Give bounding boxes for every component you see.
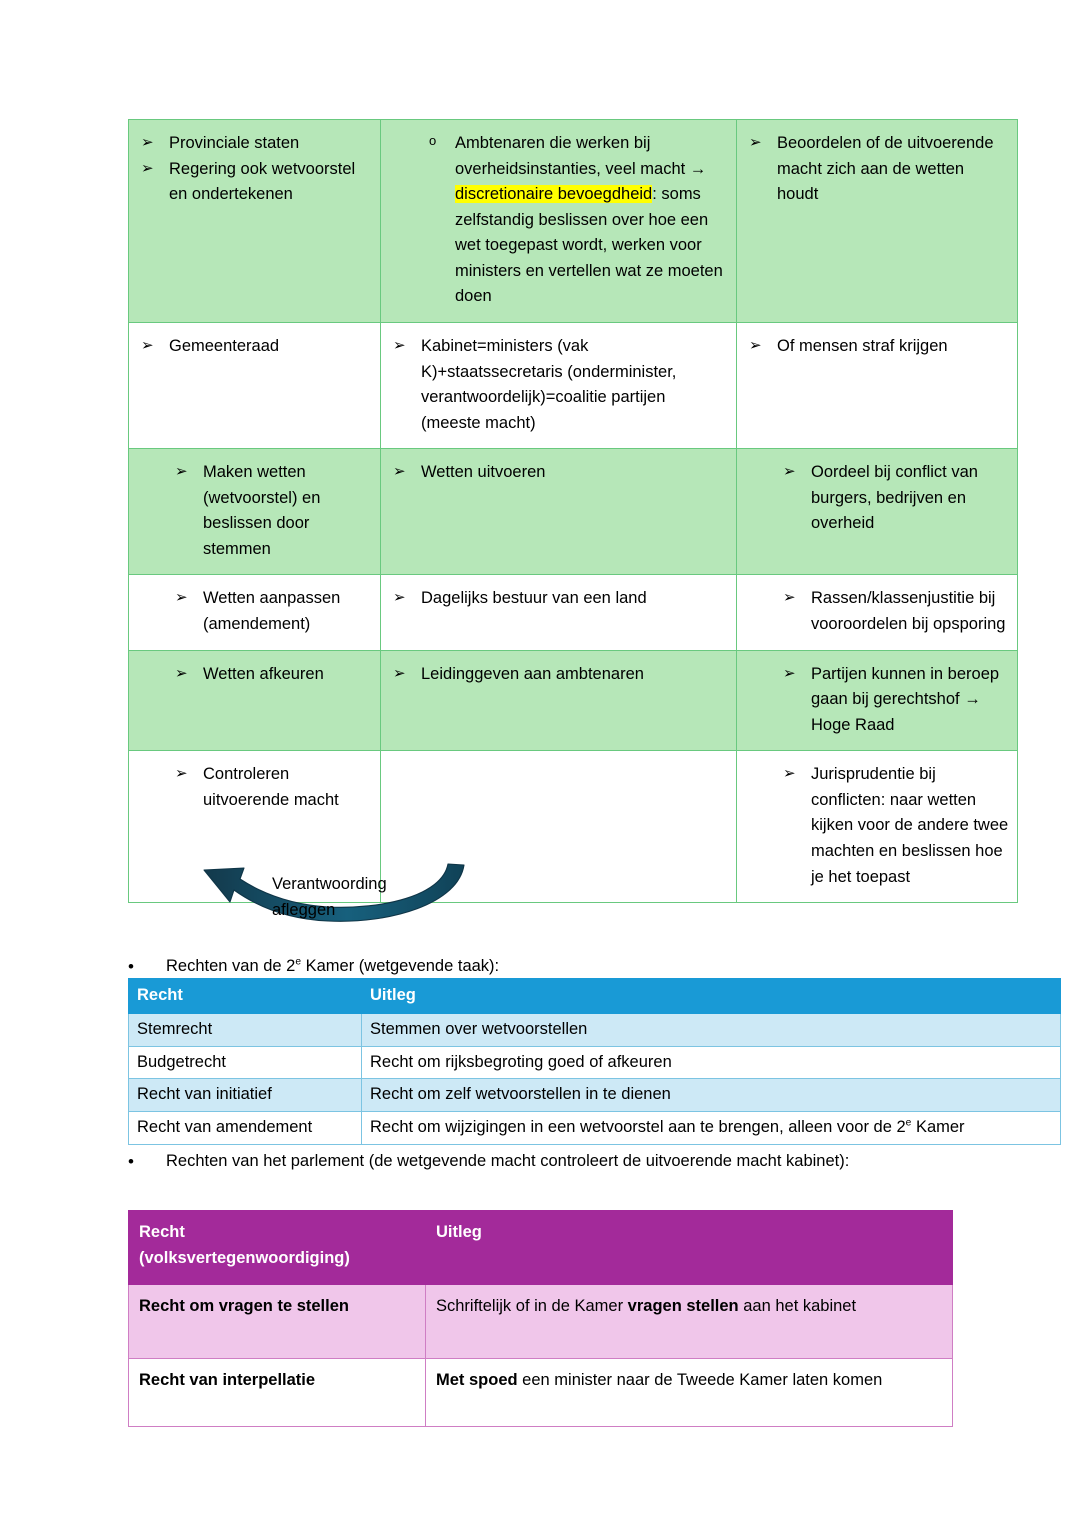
highlighted-term: discretionaire bevoegdheid xyxy=(455,185,653,204)
list-item-text: Regering ook wetvoorstel en ondertekenen xyxy=(169,159,356,204)
text-before-highlight: Ambtenaren die werken bij overheidsinstanties, veel macht → xyxy=(455,134,707,178)
cell-text-bold: Met spoed xyxy=(436,1371,518,1389)
list-item xyxy=(141,131,372,157)
cell-rechterlijk-4 xyxy=(737,575,1018,650)
table-row xyxy=(129,1359,953,1427)
superscript-e: e xyxy=(295,956,302,968)
bullet-rechten-parlement xyxy=(128,1148,918,1176)
bullet-dot-icon: • xyxy=(128,1152,134,1171)
list-item-text: Kabinet=ministers (vak K)+staatssecretaris (onderminister, verantwoordelijk)=coalitie partijen (meeste macht) xyxy=(421,336,677,432)
list-item xyxy=(175,460,372,562)
text-after-highlight: : soms zelfstandig beslissen over hoe een wet toegepast wordt, werken voor ministers en vertellen wat ze moeten doen xyxy=(455,185,723,306)
list-item-text: Provinciale staten xyxy=(169,134,300,152)
list-item xyxy=(783,460,1009,537)
table-header-row xyxy=(129,979,1061,1014)
list-item-text: Controleren uitvoerende macht xyxy=(203,765,339,809)
bullet-rechten-2e-kamer xyxy=(128,953,928,981)
arrow-bullet-icon: ➢ xyxy=(393,463,406,481)
list-item xyxy=(141,334,372,360)
bullet-text xyxy=(166,953,928,980)
cell-rechterlijk-6 xyxy=(737,751,1018,903)
cell-rechterlijk-1 xyxy=(737,120,1018,323)
column-header-uitleg: Uitleg xyxy=(426,1211,953,1285)
cell-text-after: Kamer xyxy=(911,1118,965,1136)
blue-table-head xyxy=(129,979,1061,1014)
arrow-bullet-icon: ➢ xyxy=(393,589,406,607)
machten-table-body xyxy=(129,120,1018,903)
cell-uitvoerend-4 xyxy=(381,575,737,650)
cell-recht: Budgetrecht xyxy=(129,1046,362,1079)
arrow-bullet-icon: ➢ xyxy=(175,765,188,783)
column-header-recht xyxy=(129,1211,426,1285)
cell-text-after: aan het kabinet xyxy=(738,1297,857,1315)
list-item xyxy=(749,334,1009,360)
cell-rechterlijk-3 xyxy=(737,449,1018,575)
superscript-e: e xyxy=(905,1117,912,1129)
table-row xyxy=(129,575,1018,650)
cell-wetgevend-2 xyxy=(129,322,381,448)
cell-uitleg xyxy=(362,1112,1061,1145)
list-item xyxy=(175,762,372,813)
list-item xyxy=(393,334,728,436)
list-item-text: Rassen/klassenjustitie bij vooroordelen bij opsporing xyxy=(811,589,1006,633)
column-header-recht: Recht xyxy=(129,979,362,1014)
bullet-text-before: Rechten van de 2 xyxy=(166,957,296,975)
list-item-text: Jurisprudentie bij conflicten: naar wetten kijken voor de andere twee machten en beslissen hoe je het toepast xyxy=(811,765,1009,886)
arrow-bullet-icon: ➢ xyxy=(393,336,406,354)
cell-text-before: Recht om wijzigingen in een wetvoorstel aan te brengen, alleen voor de 2 xyxy=(370,1118,906,1136)
list-item-text: Of mensen straf krijgen xyxy=(777,336,948,355)
arrow-bullet-icon: ➢ xyxy=(141,336,154,354)
table-row xyxy=(129,1079,1061,1112)
table-row xyxy=(129,1285,953,1359)
arrow-bullet-icon: ➢ xyxy=(175,589,188,607)
machten-table xyxy=(128,119,1018,903)
cell-uitleg: Recht om rijksbegroting goed of afkeuren xyxy=(362,1046,1061,1079)
verantwoording-label-line2: afleggen xyxy=(272,900,336,919)
list-item xyxy=(783,586,1009,637)
list-item-text: Wetten afkeuren xyxy=(203,664,324,683)
bullet-text-after: Kamer (wetgevende taak): xyxy=(301,957,500,975)
list-item xyxy=(783,662,1009,739)
table-row xyxy=(129,322,1018,448)
verantwoording-label xyxy=(272,872,422,923)
arrow-bullet-icon: ➢ xyxy=(783,664,796,682)
cell-uitleg xyxy=(426,1359,953,1427)
cell-uitvoerend-2 xyxy=(381,322,737,448)
arrow-bullet-icon: ➢ xyxy=(749,336,762,354)
arrow-bullet-icon: ➢ xyxy=(175,664,188,682)
table-row xyxy=(129,1046,1061,1079)
arrow-bullet-icon: ➢ xyxy=(783,765,796,783)
table-header-row xyxy=(129,1211,953,1285)
list-item-text: Partijen kunnen in beroep gaan bij gerechtshof → Hoge Raad xyxy=(811,664,1000,734)
list-item-text: Oordeel bij conflict van burgers, bedrijven en overheid xyxy=(811,463,978,533)
arrow-bullet-icon: ➢ xyxy=(749,134,762,151)
cell-text-before: Schriftelijk of in de Kamer xyxy=(436,1297,628,1315)
rechten-2e-kamer-table xyxy=(128,978,1061,1145)
cell-uitvoerend-3 xyxy=(381,449,737,575)
cell-recht: Recht van initiatief xyxy=(129,1079,362,1112)
cell-recht: Recht van amendement xyxy=(129,1112,362,1145)
list-item-text xyxy=(455,131,728,310)
list-item xyxy=(393,662,728,688)
list-item xyxy=(783,762,1009,890)
cell-recht: Stemrecht xyxy=(129,1013,362,1046)
list-item xyxy=(141,157,372,208)
cell-text-bold: vragen stellen xyxy=(627,1297,739,1315)
table-row xyxy=(129,1112,1061,1145)
cell-recht: Recht om vragen te stellen xyxy=(129,1285,426,1359)
list-item xyxy=(175,662,372,688)
purple-table-body xyxy=(129,1285,953,1427)
arrow-bullet-icon: ➢ xyxy=(393,664,406,682)
arrow-bullet-icon: ➢ xyxy=(141,159,154,177)
bullet-dot-icon: • xyxy=(128,957,134,976)
cell-wetgevend-3 xyxy=(129,449,381,575)
purple-table-head xyxy=(129,1211,953,1285)
list-item-text: Gemeenteraad xyxy=(169,336,280,355)
column-header-recht-line1: Recht xyxy=(139,1223,185,1241)
cell-rechterlijk-2 xyxy=(737,322,1018,448)
list-item-text: Wetten aanpassen (amendement) xyxy=(203,589,341,633)
cell-uitvoerend-5 xyxy=(381,650,737,751)
cell-rechterlijk-5 xyxy=(737,650,1018,751)
list-item xyxy=(175,586,372,637)
column-header-recht-line2: (volksvertegenwoordiging) xyxy=(139,1249,350,1268)
cell-wetgevend-1 xyxy=(129,120,381,323)
table-row xyxy=(129,1013,1061,1046)
list-item-text: Dagelijks bestuur van een land xyxy=(421,589,647,608)
cell-uitvoerend-1 xyxy=(381,120,737,323)
arrow-bullet-icon: ➢ xyxy=(783,463,796,481)
bullet-text: Rechten van het parlement (de wetgevende macht controleert de uitvoerende macht kabinet): xyxy=(166,1152,850,1170)
table-row xyxy=(129,650,1018,751)
cell-uitleg: Stemmen over wetvoorstellen xyxy=(362,1013,1061,1046)
cell-text-after: een minister naar de Tweede Kamer laten komen xyxy=(517,1371,883,1389)
rechten-parlement-table xyxy=(128,1210,953,1427)
list-item xyxy=(393,586,728,612)
arrow-bullet-icon: ➢ xyxy=(141,134,154,151)
table-row xyxy=(129,120,1018,323)
arrow-bullet-icon: ➢ xyxy=(175,463,188,481)
list-item-text: Maken wetten (wetvoorstel) en beslissen door stemmen xyxy=(203,463,321,558)
cell-recht: Recht van interpellatie xyxy=(129,1359,426,1427)
list-item-text: Leidinggeven aan ambtenaren xyxy=(421,664,644,683)
list-item-text: Beoordelen of de uitvoerende macht zich aan de wetten houdt xyxy=(777,134,994,204)
list-item-text: Wetten uitvoeren xyxy=(421,463,546,482)
blue-table-body xyxy=(129,1013,1061,1144)
circle-bullet-icon: o xyxy=(429,133,437,148)
list-item xyxy=(749,131,1009,208)
cell-uitleg xyxy=(426,1285,953,1359)
verantwoording-label-line1: Verantwoording xyxy=(272,875,387,893)
list-item xyxy=(427,131,728,310)
column-header-uitleg: Uitleg xyxy=(362,979,1061,1014)
list-item xyxy=(393,460,728,486)
table-row xyxy=(129,449,1018,575)
cell-uitleg: Recht om zelf wetvoorstellen in te dienen xyxy=(362,1079,1061,1112)
cell-wetgevend-5 xyxy=(129,650,381,751)
cell-wetgevend-4 xyxy=(129,575,381,650)
arrow-bullet-icon: ➢ xyxy=(783,589,796,607)
